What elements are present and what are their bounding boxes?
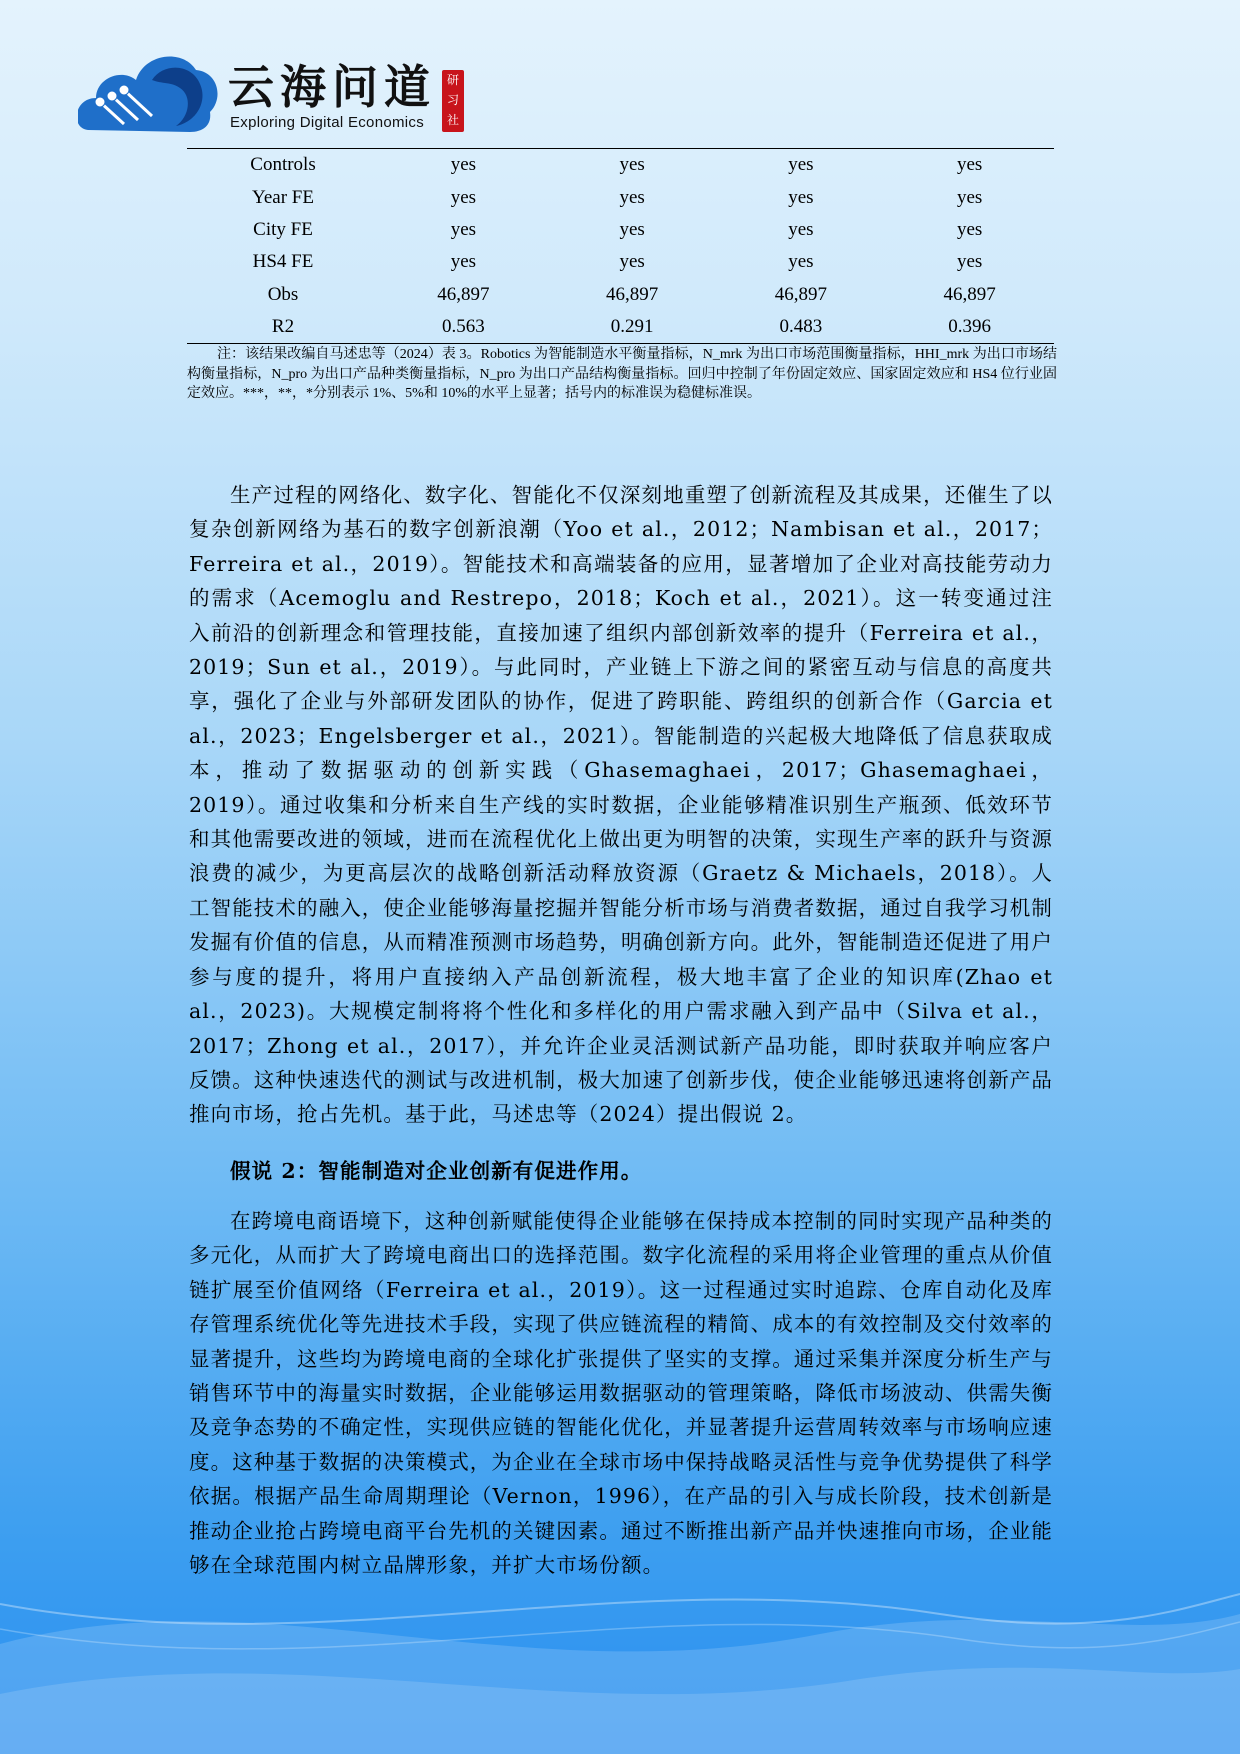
table-cell: 0.291 bbox=[548, 311, 717, 344]
table-cell: yes bbox=[956, 186, 983, 208]
table-cell: yes bbox=[619, 251, 645, 273]
row-label: City FE bbox=[253, 218, 313, 240]
table-row bbox=[187, 246, 1054, 278]
table-row bbox=[187, 311, 1054, 344]
row-label: HS4 FE bbox=[252, 251, 314, 273]
table-cell: 46,897 bbox=[774, 283, 827, 305]
table-cell: yes bbox=[788, 218, 814, 240]
table-cell: yes bbox=[450, 218, 477, 240]
row-label: Controls bbox=[187, 149, 379, 182]
body-paragraph-1: 生产过程的网络化、数字化、智能化不仅深刻地重塑了创新流程及其成果，还催生了以复杂创新网络为基石的数字创新浪潮（Yoo et al.，2012；Nambisan et al.，2017；Ferreira et al.，2019）。智能技术和高端装备的应用，显著增加了企业对高技能劳动力的需求（Acemoglu and Restrepo，2018；Koch et al.，2021）。这一转变通过注入前沿的创新理念和管理技能，直接加速了组织内部创新效率的提升（Ferreira et al.，2019；Sun et al.，2019）。与此同时，产业链上下游之间的紧密互动与信息的高度共享，强化了企业与外部研发团队的协作，促进了跨职能、跨组织的创新合作（Garcia et al.，2023；Engelsberger et al.，2021）。智能制造的兴起极大地降低了信息获取成本，推动了数据驱动的创新实践（Ghasemaghaei，2017；Ghasemaghaei，2019）。通过收集和分析来自生产线的实时数据，企业能够精准识别生产瓶颈、低效环节和其他需要改进的领域，进而在流程优化上做出更为明智的决策，实现生产率的跃升与资源浪费的减少，为更高层次的战略创新活动释放资源（Graetz & Michaels，2018）。人工智能技术的融入，使企业能够海量挖掘并智能分析市场与消费者数据，通过自我学习机制发掘有价值的信息，从而精准预测市场趋势，明确创新方向。此外，智能制造还促进了用户参与度的提升，将用户直接纳入产品创新流程，极大地丰富了企业的知识库(Zhao et al.，2023)。大规模定制将将个性化和多样化的用户需求融入到产品中（Silva et al.，2017；Zhong et al.，2017），并允许企业灵活测试新产品功能，即时获取并响应客户反馈。这种快速迭代的测试与改进机制，极大加速了创新步伐，使企业能够迅速将创新产品推向市场，抢占先机。基于此，马述忠等（2024）提出假说 2。 bbox=[189, 483, 1053, 1127]
table-cell: yes bbox=[548, 149, 717, 182]
header bbox=[78, 40, 498, 140]
table-cell: 46,897 bbox=[437, 283, 490, 305]
hypothesis-heading: 假说 2：智能制造对企业创新有促进作用。 bbox=[230, 1159, 643, 1183]
cloud-logo-icon bbox=[78, 40, 218, 138]
table-cell: 46,897 bbox=[943, 283, 996, 305]
table-cell: yes bbox=[450, 251, 477, 273]
table-cell: yes bbox=[788, 251, 814, 273]
seal-stamp: 研习社 bbox=[442, 70, 464, 132]
table-cell: yes bbox=[956, 251, 983, 273]
table-row bbox=[187, 181, 1054, 213]
table-row bbox=[187, 149, 1054, 182]
table-cell: yes bbox=[885, 149, 1054, 182]
brand-title: 云海问道 bbox=[228, 60, 436, 114]
table-note: 注：该结果改编自马述忠等（2024）表 3。Robotics 为智能制造水平衡量指标，N_mrk 为出口市场范围衡量指标，HHI_mrk 为出口市场结构衡量指标，N_pro 为出口产品种类衡量指标，N_pro 为出口产品结构衡量指标。回归中控制了年份固定效应、国家固定效应和 HS4 位行业固定效应。***，**，*分别表示 1%、5%和 10%的水平上显著；括号内的标准误为稳健标准误。 bbox=[187, 347, 1057, 401]
table-row bbox=[187, 214, 1054, 246]
table-cell: yes bbox=[788, 186, 814, 208]
table-cell: yes bbox=[450, 186, 477, 208]
table-cell: yes bbox=[717, 149, 886, 182]
row-label: Year FE bbox=[252, 186, 314, 208]
table-row bbox=[187, 279, 1054, 311]
table-cell: 0.483 bbox=[717, 311, 886, 344]
table-cell: yes bbox=[619, 218, 645, 240]
table-cell: 0.563 bbox=[379, 311, 548, 344]
body-paragraph-2: 在跨境电商语境下，这种创新赋能使得企业能够在保持成本控制的同时实现产品种类的多元化，从而扩大了跨境电商出口的选择范围。数字化流程的采用将企业管理的重点从价值链扩展至价值网络（Ferreira et al.，2019）。这一过程通过实时追踪、仓库自动化及库存管理系统优化等先进技术手段，实现了供应链流程的精简、成本的有效控制及交付效率的显著提升，这些均为跨境电商的全球化扩张提供了坚实的支撑。通过采集并深度分析生产与销售环节中的海量实时数据，企业能够运用数据驱动的管理策略，降低市场波动、供需失衡及竞争态势的不确定性，实现供应链的智能化优化，并显著提升运营周转效率与市场响应速度。这种基于数据的决策模式，为企业在全球市场中保持战略灵活性与竞争优势提供了科学依据。根据产品生命周期理论（Vernon，1996），在产品的引入与成长阶段，技术创新是推动企业抢占跨境电商平台先机的关键因素。通过不断推出新产品并快速推向市场，企业能够在全球范围内树立品牌形象，并扩大市场份额。 bbox=[189, 1209, 1053, 1578]
row-label: Obs bbox=[267, 283, 299, 305]
regression-table bbox=[187, 148, 1054, 344]
row-label: R2 bbox=[187, 311, 379, 344]
table-cell: yes bbox=[956, 218, 983, 240]
brand-subtitle: Exploring Digital Economics bbox=[230, 114, 425, 131]
table-cell: 46,897 bbox=[606, 283, 659, 305]
table-cell: yes bbox=[379, 149, 548, 182]
table-cell: yes bbox=[619, 186, 645, 208]
table-cell: 0.396 bbox=[885, 311, 1054, 344]
